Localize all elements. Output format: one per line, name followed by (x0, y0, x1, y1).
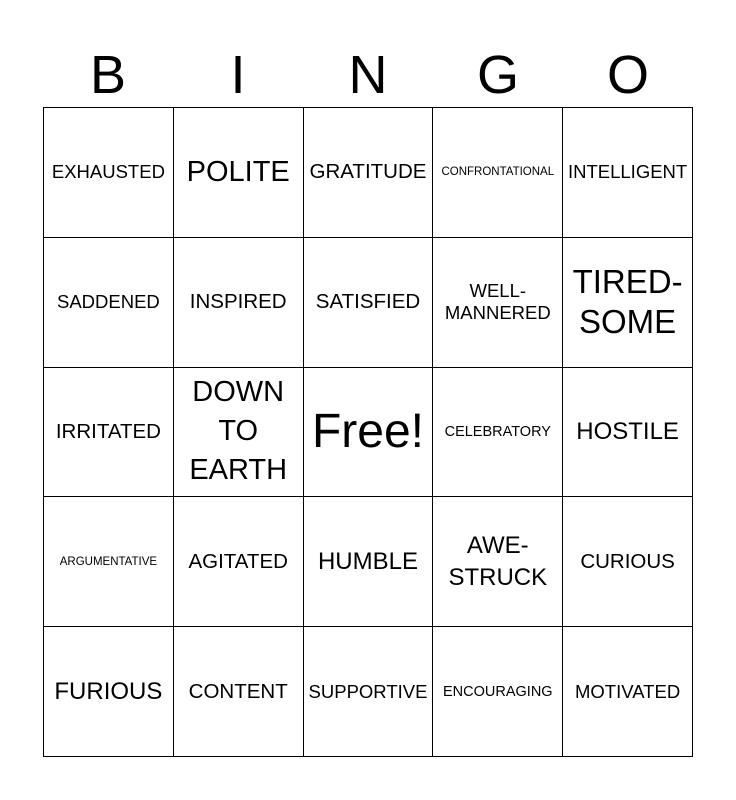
header-letter-g: G (476, 45, 519, 105)
cell-label: FURIOUS (54, 677, 163, 705)
bingo-cell[interactable] (174, 108, 304, 238)
cell-label: INSPIRED (189, 290, 287, 314)
bingo-cell[interactable] (304, 497, 434, 627)
bingo-cell[interactable] (44, 368, 174, 498)
bingo-cell[interactable] (563, 238, 693, 368)
bingo-cell[interactable] (433, 627, 563, 757)
header-letter-i: I (230, 45, 246, 105)
header-letter-n: N (348, 45, 388, 105)
cell-label: CONTENT (188, 679, 288, 703)
cell-label: EXHAUSTED (51, 161, 165, 183)
cell-label: GRATITUDE (309, 160, 427, 184)
cell-label: ARGUMENTATIVE (59, 555, 158, 568)
bingo-cell[interactable] (433, 497, 563, 627)
cell-label: INTELLIGENT (567, 161, 688, 183)
bingo-cell[interactable] (304, 108, 434, 238)
bingo-cell[interactable] (304, 627, 434, 757)
bingo-cell[interactable] (44, 497, 174, 627)
cell-label: SADDENED (56, 291, 160, 313)
bingo-grid (43, 107, 693, 757)
cell-label: DOWN TO EARTH (189, 376, 288, 487)
bingo-cell[interactable] (304, 238, 434, 368)
cell-label: SUPPORTIVE (308, 680, 428, 702)
cell-label: HUMBLE (317, 547, 418, 575)
cell-label: AGITATED (188, 549, 288, 573)
bingo-cell[interactable] (174, 238, 304, 368)
bingo-cell[interactable] (44, 627, 174, 757)
bingo-cell[interactable] (563, 627, 693, 757)
bingo-cell[interactable] (44, 108, 174, 238)
cell-label: IRRITATED (55, 419, 161, 443)
header-letter-b: B (89, 45, 127, 105)
free-space-label: Free! (311, 404, 424, 458)
bingo-cell[interactable] (563, 368, 693, 498)
bingo-cell[interactable] (433, 108, 563, 238)
cell-label: CURIOUS (580, 549, 675, 573)
cell-label: CELEBRATORY (444, 423, 551, 440)
bingo-cell[interactable] (563, 497, 693, 627)
bingo-cell[interactable] (433, 368, 563, 498)
cell-label: WELL- MANNERED (444, 280, 551, 324)
cell-label: POLITE (186, 155, 290, 188)
bingo-cell[interactable] (44, 238, 174, 368)
bingo-cell[interactable] (433, 238, 563, 368)
bingo-cell[interactable] (174, 627, 304, 757)
bingo-header (43, 42, 693, 108)
cell-label: AWE- STRUCK (448, 531, 548, 591)
cell-label: HOSTILE (576, 417, 679, 445)
cell-label: SATISFIED (315, 290, 421, 314)
free-space[interactable] (304, 368, 434, 498)
bingo-cell[interactable] (174, 368, 304, 498)
cell-label: ENCOURAGING (443, 683, 553, 700)
bingo-cell[interactable] (563, 108, 693, 238)
cell-label: TIRED- SOME (572, 263, 683, 341)
bingo-cell[interactable] (174, 497, 304, 627)
cell-label: CONFRONTATIONAL (441, 166, 555, 179)
header-letter-o: O (606, 45, 649, 105)
cell-label: MOTIVATED (575, 680, 681, 702)
